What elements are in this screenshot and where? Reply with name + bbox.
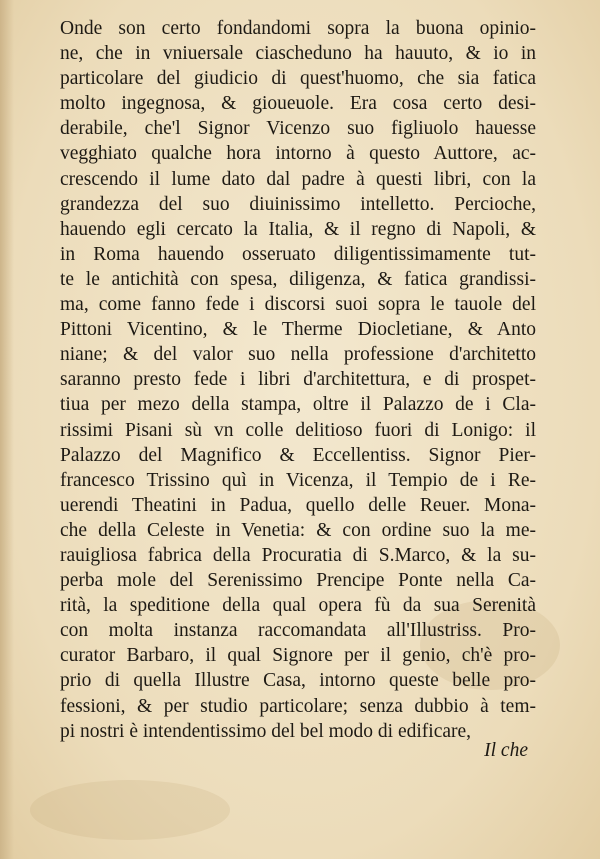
text-line: molto ingegnosa, & gioueuole. Era cosa certo desi- xyxy=(60,93,536,115)
text-line: rità, la speditione della qual opera fù da sua Serenità xyxy=(60,595,536,617)
text-line: grandezza del suo diuinissimo intelletto. Percioche, xyxy=(60,193,536,215)
text-line: Pittoni Vicentino, & le Therme Diocletiane, & Anto xyxy=(60,319,536,341)
text-line: Onde son certo fondandomi sopra la buona opinio- xyxy=(60,18,536,39)
text-line: pi nostri è intendentissimo del bel modo di edificare, xyxy=(60,720,472,742)
page-gutter-shadow xyxy=(0,0,14,859)
text-line: Palazzo del Magnifico & Eccellentiss. Signor Pier- xyxy=(60,444,536,466)
text-line: uerendi Theatini in Padua, quello delle Reuer. Mona- xyxy=(60,494,536,516)
text-line: hauendo egli cercato la Italia, & il regno di Napoli, & xyxy=(60,218,536,240)
text-line: ma, come fanno fede i discorsi suoi sopra le tauole del xyxy=(60,294,536,316)
text-line: fessioni, & per studio particolare; senza dubbio à tem- xyxy=(60,695,536,717)
text-line: perba mole del Serenissimo Prencipe Ponte nella Ca- xyxy=(60,570,536,592)
text-line: derabile, che'l Signor Vicenzo suo figliuolo hauesse xyxy=(60,118,536,140)
text-line: francesco Trissino quì in Vicenza, il Tempio de i Re- xyxy=(60,469,536,491)
text-line: che della Celeste in Venetia: & con ordine suo la me- xyxy=(60,519,536,541)
text-line: rauigliosa fabrica della Procuratia di S.Marco, & la su- xyxy=(60,544,536,566)
text-line: particolare del giudicio di quest'huomo, che sia fatica xyxy=(60,68,536,90)
text-line: saranno presto fede i libri d'architettura, e di prospet- xyxy=(60,369,536,391)
text-line: vegghiato qualche hora intorno à questo Auttore, ac- xyxy=(60,143,536,165)
text-line: rissimi Pisani sù vn colle delitioso fuori di Lonigo: il xyxy=(60,419,536,441)
text-line: ne, che in vniuersale ciascheduno ha hauuto, & io in xyxy=(60,43,536,65)
text-line: in Roma hauendo osseruato diligentissimamente tut- xyxy=(60,243,536,265)
catchword: Il che xyxy=(484,740,528,761)
text-line: tiua per mezo della stampa, oltre il Palazzo de i Cla- xyxy=(60,394,536,416)
paper-stain xyxy=(30,780,230,840)
text-line: te le antichità con spesa, diligenza, & fatica grandissi- xyxy=(60,268,536,290)
text-line: prio di quella Illustre Casa, intorno queste belle pro- xyxy=(60,670,536,692)
text-line: con molta instanza raccomandata all'Illustriss. Pro- xyxy=(60,620,536,642)
body-text xyxy=(60,16,536,744)
text-line: niane; & del valor suo nella professione d'architetto xyxy=(60,344,536,366)
text-line: crescendo il lume dato dal padre à questi libri, con la xyxy=(60,168,536,190)
text-line: curator Barbaro, il qual Signore per il genio, ch'è pro- xyxy=(60,645,536,667)
